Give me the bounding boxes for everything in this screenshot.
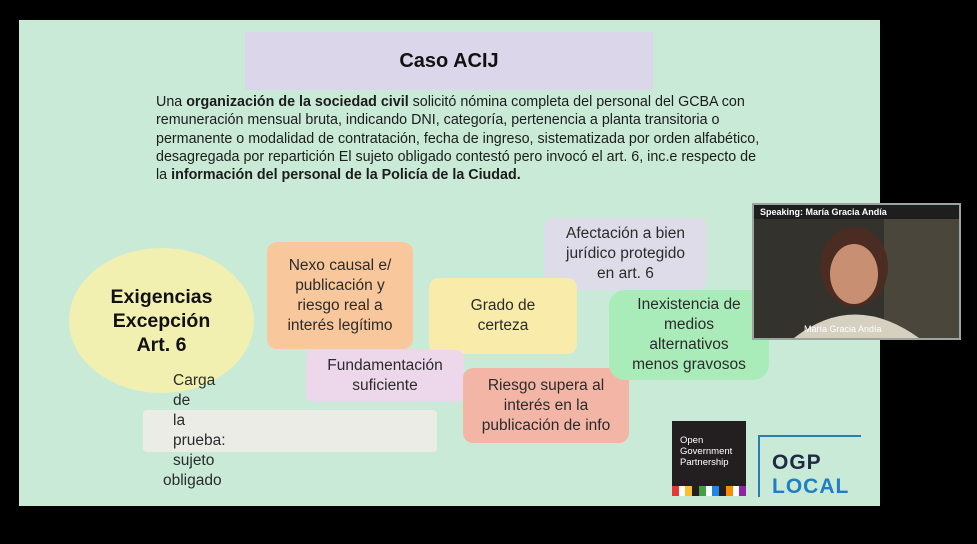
speaking-indicator	[754, 205, 959, 219]
exig-line-1: Exigencias	[110, 285, 213, 308]
nexo-line-2: publicación y	[295, 276, 385, 294]
ogp-local-text-2: LOCAL	[772, 475, 850, 498]
ogp-logo	[672, 421, 746, 496]
speaking-name: María Gracia Andía	[805, 207, 887, 217]
para-bold-1: organización de la sociedad civil	[186, 94, 409, 110]
para-text-2: solicitó nómina completa del personal del GCBA con remuneración mensual bruta, indicando DNI, categoría, pertenencia a planta transitoria o permanente o modalidad de contratación, fecha de ingreso, sistematizada por orden alfabético, desagregada por repartición El sujeto obligado contestó pero invocó el art. 6, inc.e respecto de la	[156, 94, 760, 184]
speaker-video-tile[interactable]	[752, 203, 961, 340]
speaker-name-tag: María Gracia Andía	[804, 324, 882, 334]
presentation-slide	[19, 20, 880, 506]
nexo-line-1: Nexo causal e/	[288, 256, 392, 274]
afec-line-1: Afectación a bien	[566, 225, 685, 242]
case-description	[156, 93, 766, 184]
ogp-logo-line-3: Partnership	[680, 457, 729, 468]
grado-certeza-box	[429, 278, 577, 354]
carga-word: Carga	[173, 372, 216, 389]
fund-line-2: suficiente	[352, 377, 418, 394]
afec-line-2: jurídico protegido	[566, 245, 685, 262]
afec-line-3: en art. 6	[597, 265, 654, 282]
para-bold-2: información del personal de la Policía de la Ciudad.	[171, 167, 521, 184]
para-text-1: Una	[156, 94, 187, 110]
ogp-logo-line-1: Open	[680, 435, 704, 446]
ogp-logo-line-2: Government	[680, 446, 733, 457]
title-box	[245, 32, 653, 90]
riesgo-line-3: publicación de info	[481, 416, 611, 434]
inex-line-1: Inexistencia de	[637, 296, 741, 313]
speaking-label: Speaking:	[760, 207, 804, 217]
carga-line-1	[153, 371, 447, 471]
grado-line-2: certeza	[477, 317, 529, 334]
carga-word: de	[173, 392, 191, 409]
carga-word: la	[173, 412, 186, 429]
inex-line-2: medios	[664, 316, 714, 333]
carga-word: sujeto	[173, 452, 215, 469]
ogp-local-logo	[758, 435, 861, 497]
riesgo-line-1: Riesgo supera al	[487, 376, 605, 394]
grado-line-1: Grado de	[470, 297, 536, 314]
nexo-line-4: interés legítimo	[287, 316, 393, 334]
exig-line-3: Art. 6	[136, 333, 187, 356]
slide-title: Caso ACIJ	[399, 49, 499, 72]
riesgo-box	[463, 368, 629, 443]
nexo-causal-box	[267, 242, 413, 349]
speaker-avatar-icon	[754, 219, 959, 338]
inex-line-3: alternativos	[649, 336, 729, 353]
ogp-stripes-icon	[672, 486, 746, 496]
inexistencia-box	[609, 290, 769, 380]
ogp-local-text-1: OGP	[772, 451, 822, 474]
riesgo-line-2: interés en la	[503, 396, 589, 414]
nexo-line-3: riesgo real a	[297, 296, 383, 314]
carga-line-2: obligado	[163, 472, 222, 489]
fund-line-1: Fundamentación	[327, 357, 443, 374]
exig-line-2: Excepción	[112, 309, 211, 332]
carga-word: prueba:	[173, 432, 226, 449]
inex-line-4: menos gravosos	[632, 356, 746, 373]
